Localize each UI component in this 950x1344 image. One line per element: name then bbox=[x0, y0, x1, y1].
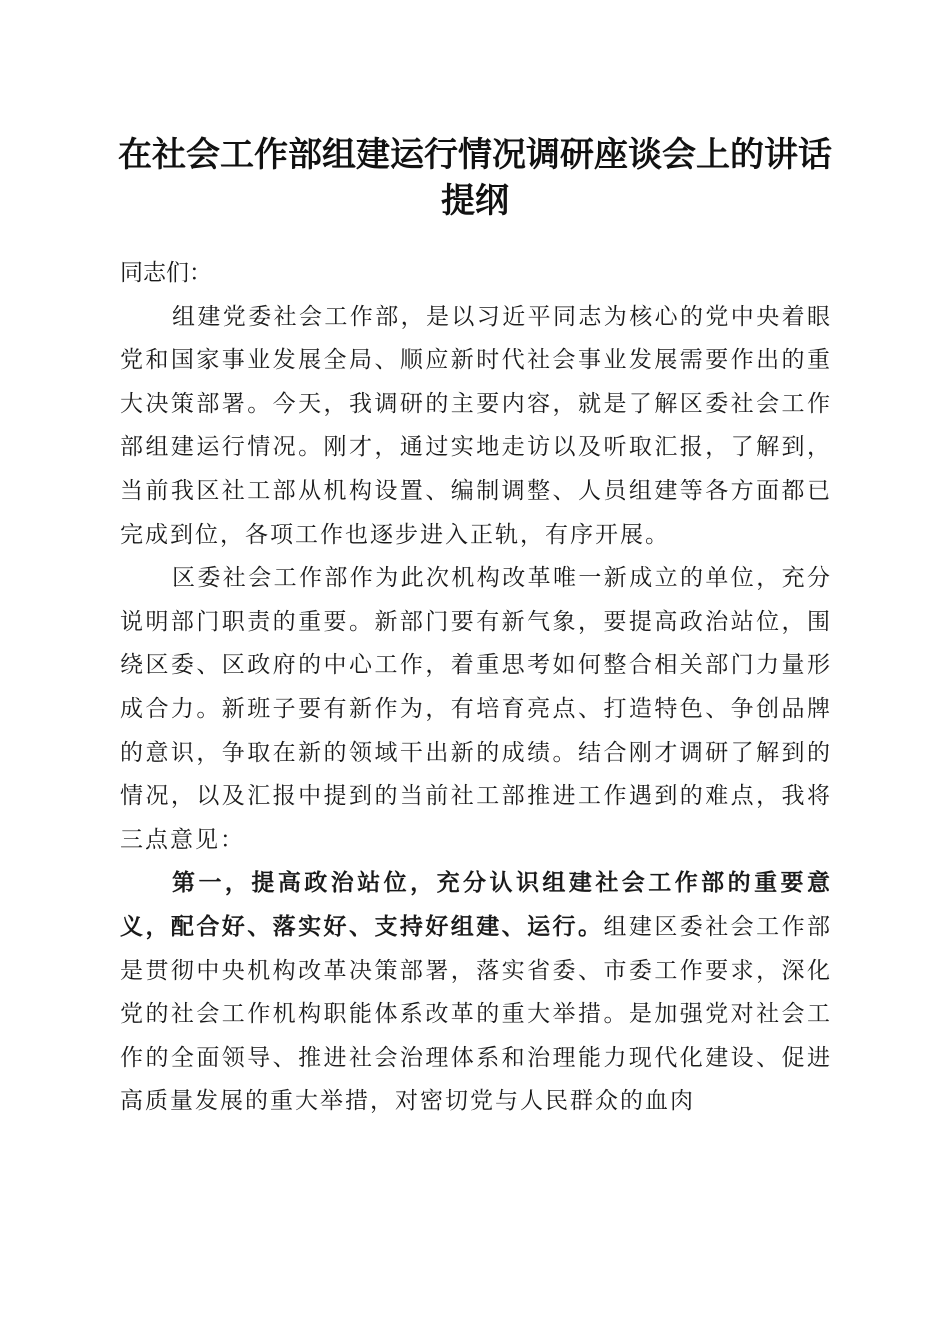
paragraph-3-lead: 第一，提高政治站位，充分认识组建社会工作部的重要意义，配合好、落实好、支持好组建、运行。 bbox=[120, 870, 832, 940]
paragraph-1: 组建党委社会工作部，是以习近平同志为核心的党中央着眼党和国家事业发展全局、顺应新时代社会事业发展需要作出的重大决策部署。今天，我调研的主要内容，就是了解区委社会工作部组建运行情况。刚才，通过实地走访以及听取汇报，了解到，当前我区社工部从机构设置、编制调整、人员组建等各方面都已完成到位，各项工作也逐步进入正轨，有序开展。 bbox=[120, 303, 832, 548]
document-title: 在社会工作部组建运行情况调研座谈会上的讲话提纲 bbox=[118, 135, 832, 221]
paragraph-2: 区委社会工作部作为此次机构改革唯一新成立的单位，充分说明部门职责的重要。新部门要有新气象，要提高政治站位，围绕区委、区政府的中心工作，着重思考如何整合相关部门力量形成合力。新班子要有新作为，有培育亮点、打造特色、争创品牌的意识，争取在新的领域干出新的成绩。结合刚才调研了解到的情况，以及汇报中提到的当前社工部推进工作遇到的难点，我将三点意见： bbox=[120, 565, 832, 853]
document-body bbox=[120, 252, 832, 1124]
paragraph-3-text: 组建区委社会工作部是贯彻中央机构改革决策部署，落实省委、市委工作要求，深化党的社会工作机构职能体系改革的重大举措。是加强党对社会工作的全面领导、推进社会治理体系和治理能力现代化建设、促进高质量发展的重大举措，对密切党与人民群众的血肉 bbox=[120, 913, 833, 1115]
salutation: 同志们： bbox=[120, 260, 212, 286]
paragraph-3 bbox=[120, 862, 832, 1124]
